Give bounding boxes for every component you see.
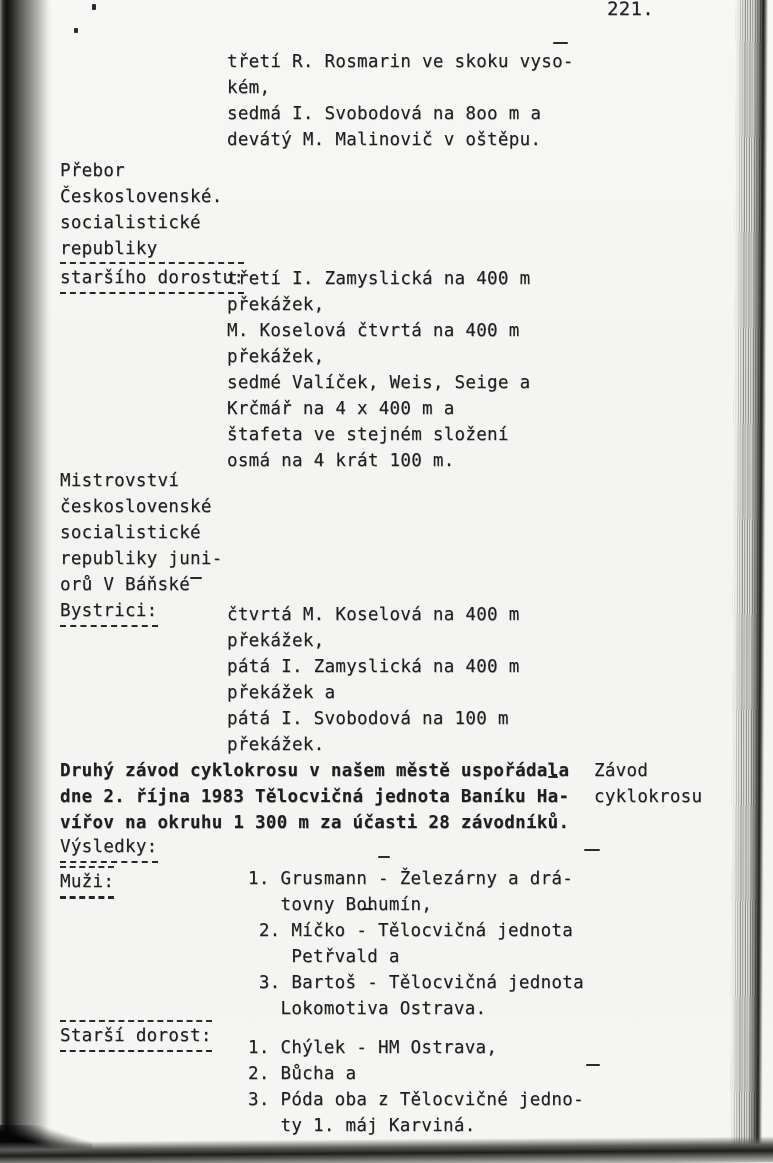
- heading-line: Československé.: [60, 187, 223, 207]
- scan-artifact-speck: [92, 4, 96, 10]
- list-item: 3. Bartoš - Tělocvičná jednota: [248, 973, 584, 993]
- older-youth-heading-block: [60, 1020, 212, 1052]
- text-line: pátá I. Zamyslická na 400 m: [227, 657, 520, 677]
- intro-results: [227, 49, 574, 153]
- text-line: sedmá I. Svobodová na 8oo m a: [227, 104, 542, 124]
- list-item: tovny Bohumín,: [248, 895, 433, 915]
- text-line: třetí R. Rosmarin ve skoku vyso-: [227, 52, 574, 72]
- margin-note-zavod-cyklokrosu: [594, 758, 702, 810]
- page-bottom-edge: [0, 1136, 773, 1163]
- text-line: překážek,: [227, 347, 325, 367]
- list-item: 2. Bůcha a: [248, 1064, 357, 1084]
- heading-line: republiky: [60, 239, 158, 259]
- text-line: vířov na okruhu 1 300 m za účasti 28 závodníků.: [60, 813, 570, 833]
- text-line: překážek,: [227, 295, 325, 315]
- scan-artifact-dash: [586, 1064, 600, 1066]
- heading-line: republiky juni-: [60, 549, 223, 569]
- heading-line: Mistrovství: [60, 471, 180, 491]
- results-label-block: [60, 834, 158, 863]
- margin-note-line: cyklokrosu: [594, 787, 703, 807]
- text-line: pátá I. Svobodová na 100 m: [227, 709, 509, 729]
- heading-line: socialistické: [60, 523, 201, 543]
- cyclocross-paragraph: [60, 758, 569, 836]
- heading-starsi-dorost: Starší dorost:: [60, 1020, 212, 1052]
- text-line: Krčmář na 4 x 400 m a: [227, 399, 455, 419]
- championship2-heading: [60, 468, 223, 627]
- text-line: Druhý závod cyklokrosu v našem městě uspořádala: [60, 761, 570, 781]
- list-item: 2. Míčko - Tělocvičná jednota: [248, 921, 574, 941]
- championship1-results: [227, 266, 530, 474]
- men-heading-block: [60, 866, 114, 899]
- list-item: 1. Grusmann - Železárny a drá-: [248, 869, 574, 889]
- scan-artifact-dash: [378, 856, 390, 858]
- heading-line: socialistické: [60, 213, 201, 233]
- scan-artifact-speck: [74, 28, 78, 33]
- text-line: třetí I. Zamyslická na 400 m: [227, 269, 531, 289]
- text-line: překážek,: [227, 631, 325, 651]
- heading-starsiho-dorostu: staršího dorostu:: [60, 262, 244, 294]
- heading-line: Přebor: [60, 161, 126, 181]
- heading-bystrici: Bystrici:: [60, 598, 158, 627]
- text-line: čtvrtá M. Koselová na 400 m: [227, 605, 520, 625]
- list-item: Petřvald a: [248, 947, 400, 967]
- page-number: [607, 0, 654, 22]
- men-results-list: [248, 866, 584, 1022]
- text-line: štafeta ve stejném složení: [227, 425, 509, 445]
- text-line: devátý M. Malinovič v oštěpu.: [227, 130, 542, 150]
- championship1-heading: [60, 158, 244, 294]
- text-line: M. Koselová čtvrtá na 400 m: [227, 321, 520, 341]
- heading-line: orů V Báňské: [60, 575, 191, 595]
- text-line: osmá na 4 krát 100 m.: [227, 451, 455, 471]
- page-edge-stripes: [730, 0, 768, 1146]
- margin-note-line: Závod: [594, 761, 649, 781]
- text-line: překážek a: [227, 683, 336, 703]
- page-number-text: 221.: [607, 0, 654, 20]
- heading-line: československé: [60, 497, 212, 517]
- text-line: kém,: [227, 78, 271, 98]
- heading-muzi: Muži:: [60, 866, 114, 899]
- binding-shadow: [0, 0, 52, 1163]
- list-item: 1. Chýlek - HM Ostrava,: [248, 1038, 498, 1058]
- heading-vysledky: Výsledky:: [60, 834, 158, 863]
- text-line: dne 2. října 1983 Tělocvičná jednota Baníku Ha-: [60, 787, 570, 807]
- scan-artifact-dash: [553, 42, 568, 44]
- text-line: sedmé Valíček, Weis, Seige a: [227, 373, 531, 393]
- championship2-results: [227, 602, 520, 758]
- text-line: překážek.: [227, 735, 325, 755]
- list-item: ty 1. máj Karviná.: [248, 1116, 476, 1136]
- list-item: Lokomotiva Ostrava.: [248, 999, 487, 1019]
- list-item: 3. Póda oba z Tělocvičné jedno-: [248, 1090, 584, 1110]
- older-youth-results-list: [248, 1036, 584, 1140]
- scan-artifact-dash: [584, 849, 600, 851]
